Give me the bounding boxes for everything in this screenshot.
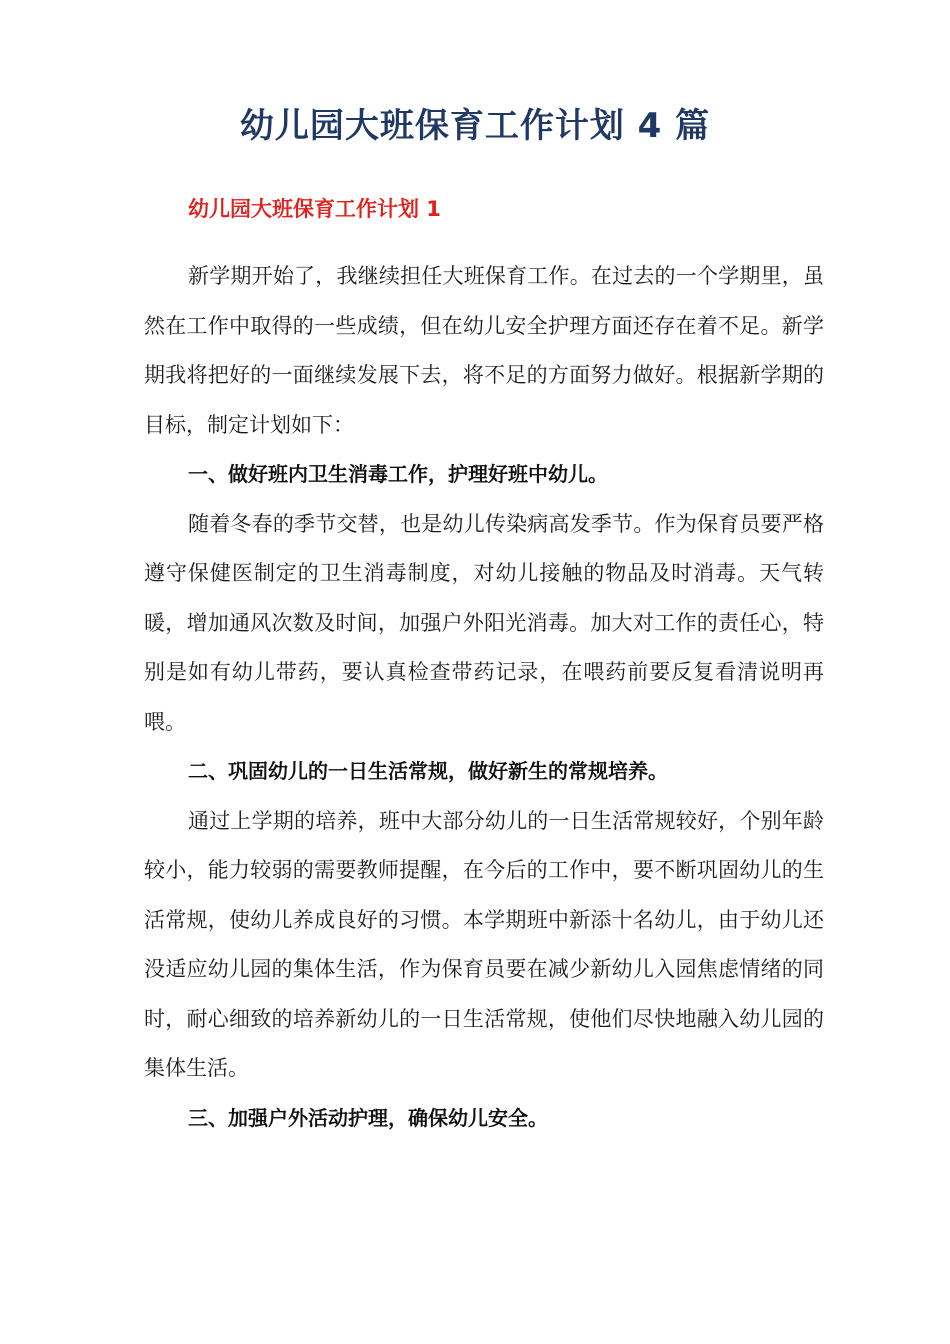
point-1-heading: 一、做好班内卫生消毒工作，护理好班中幼儿。 bbox=[188, 462, 608, 486]
point-2-heading: 二、巩固幼儿的一日生活常规，做好新生的常规培养。 bbox=[188, 759, 668, 783]
section-heading: 幼儿园大班保育工作计划 1 bbox=[188, 197, 441, 221]
intro-paragraph: 新学期开始了，我继续担任大班保育工作。在过去的一个学期里，虽然在工作中取得的一些成绩，但在幼儿安全护理方面还存在着不足。新学期我将把好的一面继续发展下去，将不足的方面努力做好。根据新学期的目标，制定计划如下： bbox=[144, 264, 824, 437]
point-1-paragraph: 随着冬春的季节交替，也是幼儿传染病高发季节。作为保育员要严格遵守保健医制定的卫生消毒制度，对幼儿接触的物品及时消毒。天气转暖，增加通风次数及时间，加强户外阳光消毒。加大对工作的责任心，特别是如有幼儿带药，要认真检查带药记录，在喂药前要反复看清说明再喂。 bbox=[144, 511, 824, 734]
point-2-paragraph: 通过上学期的培养，班中大部分幼儿的一日生活常规较好，个别年龄较小，能力较弱的需要教师提醒，在今后的工作中，要不断巩固幼儿的生活常规，使幼儿养成良好的习惯。本学期班中新添十名幼儿，由于幼儿还没适应幼儿园的集体生活，作为保育员要在减少新幼儿入园焦虑情绪的同时，耐心细致的培养新幼儿的一日生活常规，使他们尽快地融入幼儿园的集体生活。 bbox=[144, 808, 824, 1080]
document-body bbox=[144, 252, 824, 1143]
point-3-heading: 三、加强户外活动护理，确保幼儿安全。 bbox=[188, 1105, 548, 1130]
document-title: 幼儿园大班保育工作计划 4 篇 bbox=[239, 106, 711, 146]
